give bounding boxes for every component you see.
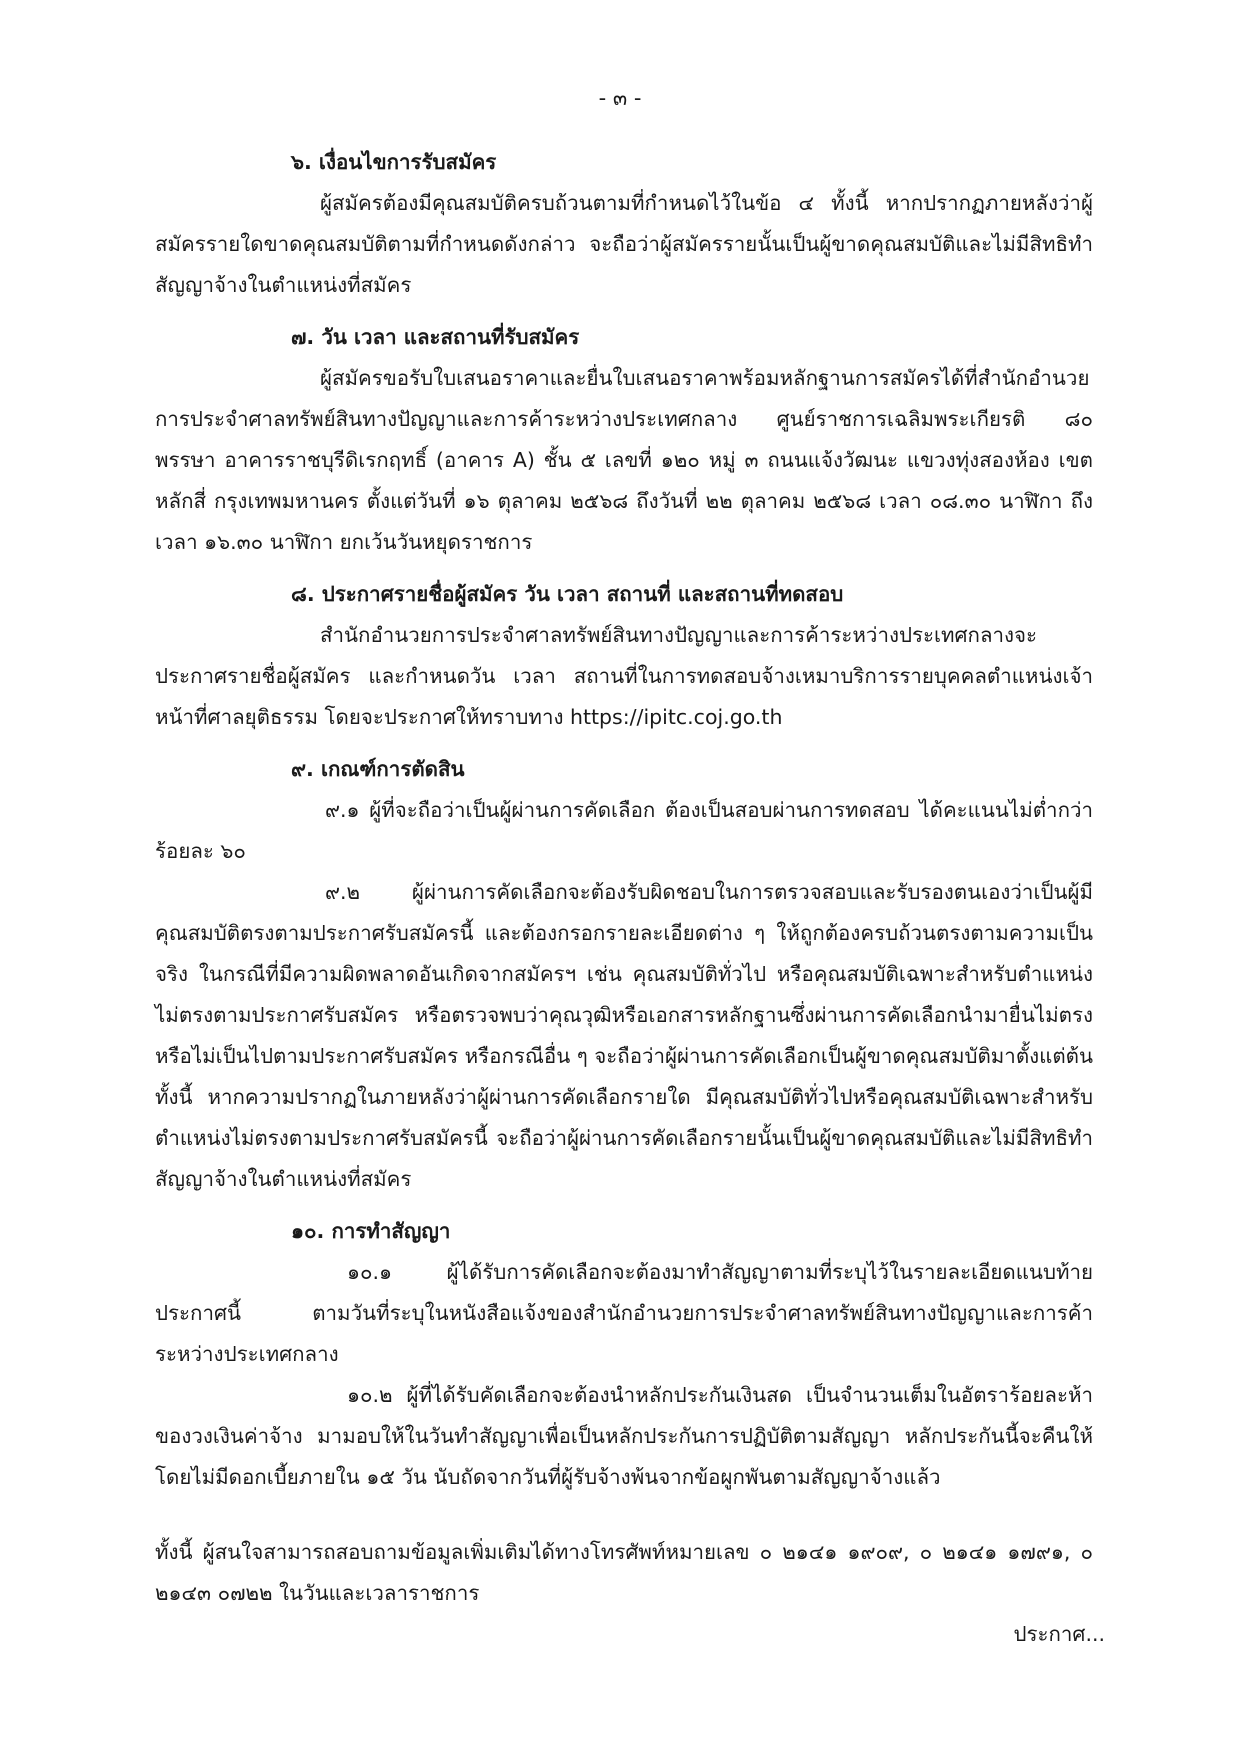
section-paragraph: ผู้สมัครต้องมีคุณสมบัติครบถ้วนตามที่กำหนดไว้ในข้อ ๔ ทั้งนี้ หากปรากฏภายหลังว่าผู้สมัครรายใดขาดคุณสมบัติตามที่กำหนดดังกล่าว จะถือว่าผู้สมัครรายนั้นเป็นผู้ขาดคุณสมบัติและไม่มีสิทธิทำสัญญาจ้างในตำแหน่งที่สมัคร <box>155 191 1093 297</box>
section-paragraph: ผู้สมัครขอรับใบเสนอราคาและยื่นใบเสนอราคาพร้อมหลักฐานการสมัครได้ที่สำนักอำนวยการประจำศาลทรัพย์สินทางปัญญาและการค้าระหว่างประเทศกลาง ศูนย์ราชการเฉลิมพระเกียรติ ๘๐ พรรษา อาคารราชบุรีดิเรกฤทธิ์ (อาคาร A) ชั้น ๕ เลขที่ ๑๒๐ หมู่ ๓ ถนนแจ้งวัฒนะ แขวงทุ่งสองห้อง เขตหลักสี่ กรุงเทพมหานคร ตั้งแต่วันที่ ๑๖ ตุลาคม ๒๕๖๘ ถึงวันที่ ๒๒ ตุลาคม ๒๕๖๘ เวลา ๐๘.๓๐ นาฬิกา ถึงเวลา ๑๖.๓๐ นาฬิกา ยกเว้นวันหยุดราชการ <box>155 366 1093 554</box>
section-8 <box>155 574 1093 738</box>
section-10 <box>155 1211 1093 1498</box>
section-paragraph: ๑๐.๑ ผู้ได้รับการคัดเลือกจะต้องมาทำสัญญาตามที่ระบุไว้ในรายละเอียดแนบท้ายประกาศนี้ ตามวันที่ระบุในหนังสือแจ้งของสำนักอำนวยการประจำศาลทรัพย์สินทางปัญญาและการค้าระหว่างประเทศกลาง <box>155 1260 1093 1366</box>
section-heading: ๑๐. การทำสัญญา <box>291 1219 451 1243</box>
continuation-marker: ประกาศ... <box>1013 1622 1105 1646</box>
contact-note: ทั้งนี้ ผู้สนใจสามารถสอบถามข้อมูลเพิ่มเติมได้ทางโทรศัพท์หมายเลข ๐ ๒๑๔๑ ๑๙๐๙, ๐ ๒๑๔๑ ๑๗๙๑, ๐ ๒๑๔๓ ๐๗๒๒ ในวันและเวลาราชการ <box>155 1540 1093 1605</box>
section-paragraph: ๙.๑ ผู้ที่จะถือว่าเป็นผู้ผ่านการคัดเลือก ต้องเป็นสอบผ่านการทดสอบ ได้คะแนนไม่ต่ำกว่าร้อยละ ๖๐ <box>155 798 1093 863</box>
section-heading: ๘. ประกาศรายชื่อผู้สมัคร วัน เวลา สถานที่ และสถานที่ทดสอบ <box>291 582 844 606</box>
document-body <box>155 142 1093 1614</box>
section-paragraph: สำนักอำนวยการประจำศาลทรัพย์สินทางปัญญาและการค้าระหว่างประเทศกลางจะประกาศรายชื่อผู้สมัคร และกำหนดวัน เวลา สถานที่ในการทดสอบจ้างเหมาบริการรายบุคคลตำแหน่งเจ้าหน้าที่ศาลยุติธรรม โดยจะประกาศให้ทราบทาง https://ipitc.coj.go.th <box>155 623 1093 729</box>
section-heading: ๖. เงื่อนไขการรับสมัคร <box>291 150 497 174</box>
section-6 <box>155 142 1093 306</box>
section-9 <box>155 749 1093 1200</box>
section-paragraph: ๙.๒ ผู้ผ่านการคัดเลือกจะต้องรับผิดชอบในการตรวจสอบและรับรองตนเองว่าเป็นผู้มีคุณสมบัติตรงตามประกาศรับสมัครนี้ และต้องกรอกรายละเอียดต่าง ๆ ให้ถูกต้องครบถ้วนตรงตามความเป็นจริง ในกรณีที่มีความผิดพลาดอันเกิดจากสมัครฯ เช่น คุณสมบัติทั่วไป หรือคุณสมบัติเฉพาะสำหรับตำแหน่งไม่ตรงตามประกาศรับสมัคร หรือตรวจพบว่าคุณวุฒิหรือเอกสารหลักฐานซึ่งผ่านการคัดเลือกนำมายื่นไม่ตรง หรือไม่เป็นไปตามประกาศรับสมัคร หรือกรณีอื่น ๆ จะถือว่าผู้ผ่านการคัดเลือกเป็นผู้ขาดคุณสมบัติมาตั้งแต่ต้น ทั้งนี้ หากความปรากฏในภายหลังว่าผู้ผ่านการคัดเลือกรายใด มีคุณสมบัติทั่วไปหรือคุณสมบัติเฉพาะสำหรับตำแหน่งไม่ตรงตามประกาศรับสมัครนี้ จะถือว่าผู้ผ่านการคัดเลือกรายนั้นเป็นผู้ขาดคุณสมบัติและไม่มีสิทธิทำสัญญาจ้างในตำแหน่งที่สมัคร <box>155 880 1093 1191</box>
section-7 <box>155 317 1093 563</box>
section-heading: ๙. เกณฑ์การตัดสิน <box>291 757 465 781</box>
page-number: - ๓ - <box>598 86 642 110</box>
section-heading: ๗. วัน เวลา และสถานที่รับสมัคร <box>291 325 580 349</box>
section-paragraph: ๑๐.๒ ผู้ที่ได้รับคัดเลือกจะต้องนำหลักประกันเงินสด เป็นจำนวนเต็มในอัตราร้อยละห้าของวงเงินค่าจ้าง มามอบให้ในวันทำสัญญาเพื่อเป็นหลักประกันการปฏิบัติตามสัญญา หลักประกันนี้จะคืนให้โดยไม่มีดอกเบี้ยภายใน ๑๕ วัน นับถัดจากวันที่ผู้รับจ้างพ้นจากข้อผูกพันตามสัญญาจ้างแล้ว <box>155 1383 1093 1489</box>
